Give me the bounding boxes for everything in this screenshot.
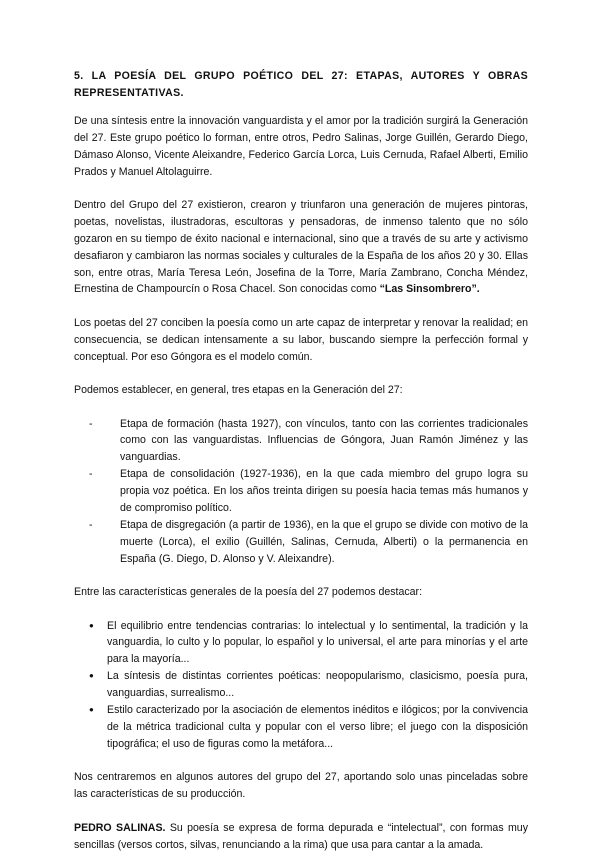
features-intro: Entre las características generales de la poesía del 27 podemos destacar: xyxy=(74,586,423,599)
sinsombrero-bold: “Las Sinsombrero”. xyxy=(379,283,480,296)
stages-list xyxy=(74,416,528,568)
conception-paragraph: Los poetas del 27 conciben la poesía como un arte capaz de interpretar y renovar la realidad; en consecuencia, se dedican intensamente a su labor, buscando siempre la perfección formal y conceptual. Por eso Góngora es el modelo común. xyxy=(74,316,528,363)
features-list xyxy=(74,618,528,753)
sinsombrero-text: Dentro del Grupo del 27 existieron, crearon y triunfaron una generación de mujeres pintoras, poetas, novelistas, ilustradoras, escultoras y pensadoras, de inmenso talento que no sólo gozaron en su tiempo de éxito nacional e internacional, sino que a través de su arte y activismo desafiaron y cambiaron las normas sociales y culturales de la España de los años 20 y 30. Ellas son, entre otras, María Teresa León, Josefina de la Torre, María Zambrano, Concha Méndez, Ernestina de Champourcín o Rosa Chacel. Son conocidas como xyxy=(74,198,528,296)
list-item: ● La síntesis de distintas corrientes poéticas: neopopularismo, clasicismo, poesía pura, vanguardias, surrealismo... xyxy=(89,668,528,702)
list-item: - Etapa de formación (hasta 1927), con vínculos, tanto con las corrientes tradicionales como con las vanguardistas. Influencias de Góngora, Juan Ramón Jiménez y las vanguardias. xyxy=(89,416,528,467)
salinas-text: Su poesía se expresa de forma depurada e “intelectual”, con formas muy sencillas (versos cortos, silvas, renunciando a la rima) que usa para cantar a la amada. xyxy=(74,821,528,851)
intro-paragraph: De una síntesis entre la innovación vanguardista y el amor por la tradición surgirá la Generación del 27. Este grupo poético lo forman, entre otros, Pedro Salinas, Jorge Guillén, Gerardo Diego, Dámaso Alonso, Vicente Aleixandre, Federico García Lorca, Luis Cernuda, Rafael Alberti, Emilio Prados y Manuel Altolaguirre. xyxy=(74,114,528,178)
sinsombrero-paragraph xyxy=(74,197,528,298)
authors-intro: Nos centraremos en algunos autores del grupo del 27, aportando solo unas pinceladas sobre las características de su producción. xyxy=(74,771,528,801)
stages-intro: Podemos establecer, en general, tres etapas en la Generación del 27: xyxy=(74,384,403,397)
list-item: ● El equilibrio entre tendencias contrarias: lo intelectual y lo sentimental, la tradición y la vanguardia, lo culto y lo popular, lo español y lo universal, el arte para minorías y el arte para la mayoría... xyxy=(89,618,528,669)
salinas-name: PEDRO SALINAS. xyxy=(74,821,166,834)
list-item: - Etapa de consolidación (1927-1936), en la que cada miembro del grupo logra su propia voz poética. En los años treinta dirigen su poesía hacia temas más humanos y de compromiso político. xyxy=(89,466,528,517)
section-heading: 5. LA POESÍA DEL GRUPO POÉTICO DEL 27: ETAPAS, AUTORES Y OBRAS REPRESENTATIVAS. xyxy=(74,70,528,99)
list-item: - Etapa de disgregación (a partir de 1936), en la que el grupo se divide con motivo de la muerte (Lorca), el exilio (Guillén, Salinas, Cernuda, Alberti) o la permanencia en España (G. Diego, D. Alonso y V. Aleixandre). xyxy=(89,517,528,568)
list-item: ● Estilo caracterizado por la asociación de elementos inéditos e ilógicos; por la convivencia de la métrica tradicional culta y popular con el verso libre; el juego con la disposición tipográfica; el uso de figuras como la metáfora... xyxy=(89,702,528,753)
